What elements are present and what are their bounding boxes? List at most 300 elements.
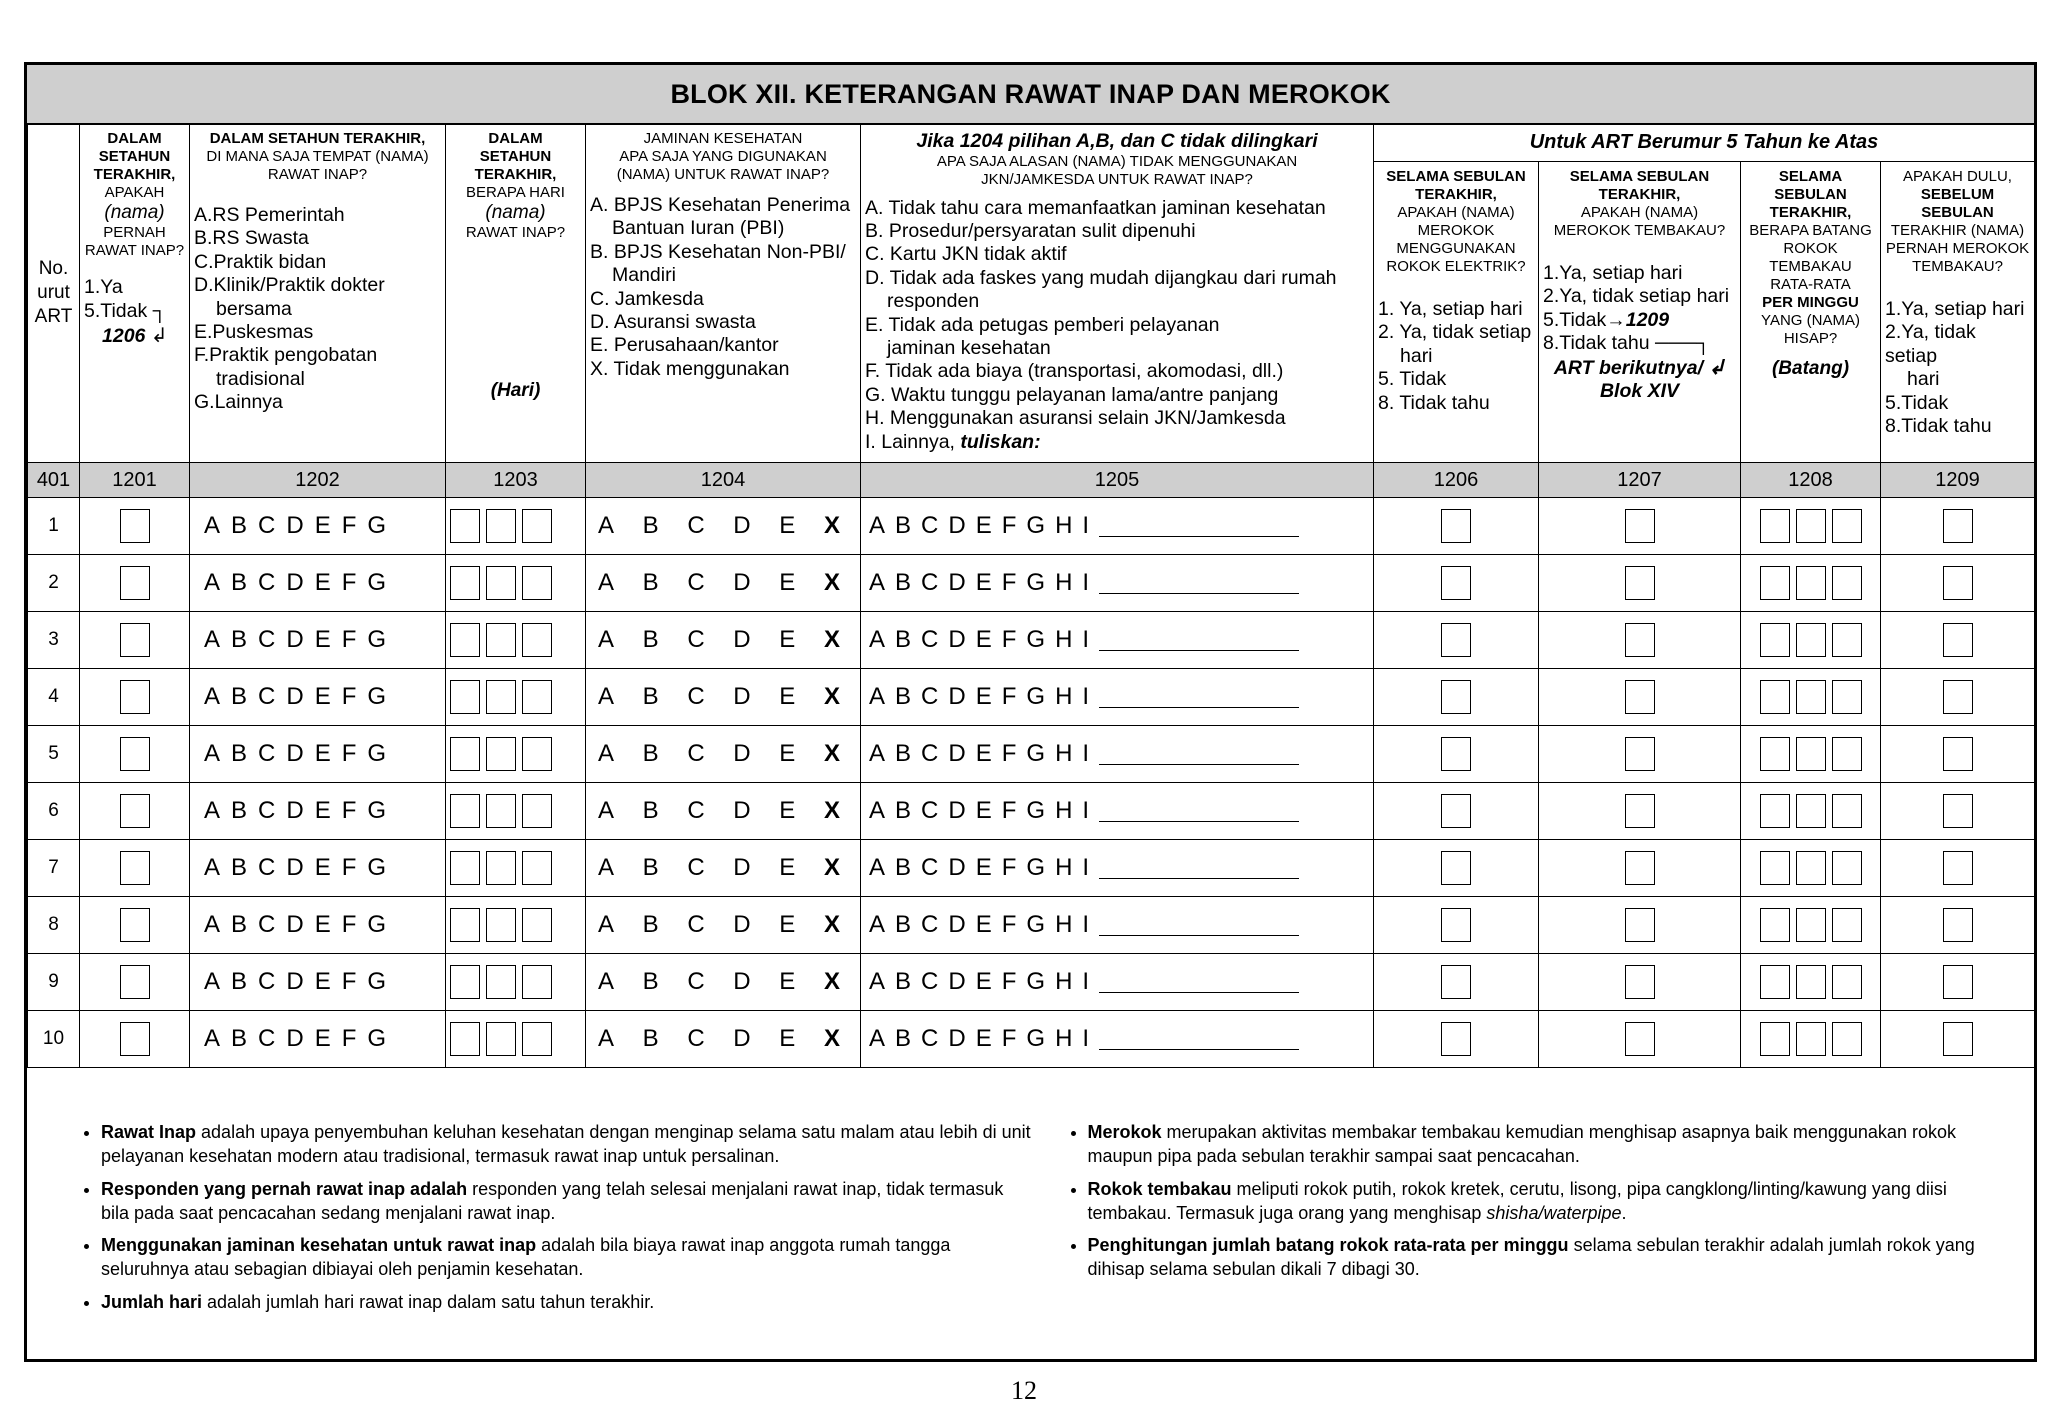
answer-box-1206[interactable] <box>1441 623 1471 657</box>
option-code-1204[interactable]: B <box>642 968 659 995</box>
answer-box-1207[interactable] <box>1625 794 1655 828</box>
answer-box-1208[interactable] <box>1760 680 1790 714</box>
option-code-1202[interactable]: C <box>258 797 276 824</box>
answer-box-1201[interactable] <box>120 965 150 999</box>
option-code-1205[interactable]: H <box>1055 854 1073 881</box>
answer-box-1208[interactable] <box>1796 509 1826 543</box>
answer-box-1203[interactable] <box>450 908 480 942</box>
option-code-1202[interactable]: G <box>367 512 387 539</box>
option-code-1204[interactable]: E <box>779 512 796 539</box>
option-code-1205[interactable]: A <box>869 683 886 710</box>
answer-box-1201[interactable] <box>120 1022 150 1056</box>
answer-box-1207[interactable] <box>1625 965 1655 999</box>
answer-box-1206[interactable] <box>1441 794 1471 828</box>
answer-box-1208[interactable] <box>1832 908 1862 942</box>
answer-box-1207[interactable] <box>1625 680 1655 714</box>
option-code-1202[interactable]: E <box>314 740 331 767</box>
answer-box-1208[interactable] <box>1760 965 1790 999</box>
option-code-1205[interactable]: G <box>1026 911 1046 938</box>
option-code-1202[interactable]: G <box>367 911 387 938</box>
answer-box-1208[interactable] <box>1796 965 1826 999</box>
option-code-1205[interactable]: I <box>1082 911 1090 938</box>
option-code-1204[interactable]: D <box>733 569 751 596</box>
answer-box-1203[interactable] <box>450 623 480 657</box>
option-code-1205[interactable]: B <box>895 569 912 596</box>
option-code-1202[interactable]: D <box>286 512 304 539</box>
option-code-1204[interactable]: E <box>779 740 796 767</box>
answer-box-1208[interactable] <box>1796 566 1826 600</box>
option-code-1204[interactable]: E <box>779 968 796 995</box>
answer-box-1208[interactable] <box>1832 737 1862 771</box>
option-code-1205[interactable]: D <box>948 797 966 824</box>
answer-box-1206[interactable] <box>1441 737 1471 771</box>
answer-box-1203[interactable] <box>522 965 552 999</box>
answer-box-1208[interactable] <box>1760 623 1790 657</box>
answer-box-1203[interactable] <box>522 851 552 885</box>
write-in-line[interactable] <box>1099 744 1299 765</box>
option-code-1202[interactable]: A <box>204 797 221 824</box>
option-code-1205[interactable]: C <box>921 626 939 653</box>
option-code-1205[interactable]: F <box>1001 569 1017 596</box>
option-code-1205[interactable]: F <box>1001 911 1017 938</box>
option-code-1205[interactable]: B <box>895 512 912 539</box>
option-code-1204[interactable]: C <box>687 854 705 881</box>
answer-box-1203[interactable] <box>486 566 516 600</box>
option-code-1205[interactable]: A <box>869 1025 886 1052</box>
option-code-1205[interactable]: F <box>1001 512 1017 539</box>
option-code-1205[interactable]: F <box>1001 854 1017 881</box>
option-code-1202[interactable]: F <box>341 569 357 596</box>
answer-box-1207[interactable] <box>1625 737 1655 771</box>
option-code-1202[interactable]: D <box>286 797 304 824</box>
answer-box-1207[interactable] <box>1625 623 1655 657</box>
option-code-1204[interactable]: D <box>733 1025 751 1052</box>
option-code-1202[interactable]: E <box>314 683 331 710</box>
option-code-1205[interactable]: D <box>948 683 966 710</box>
option-code-1202[interactable]: F <box>341 911 357 938</box>
option-code-1204[interactable]: A <box>598 626 615 653</box>
option-code-1205[interactable]: G <box>1026 1025 1046 1052</box>
write-in-line[interactable] <box>1099 573 1299 594</box>
option-code-1205[interactable]: B <box>895 797 912 824</box>
option-code-1204[interactable]: A <box>598 911 615 938</box>
option-code-1202[interactable]: E <box>314 626 331 653</box>
option-code-1205[interactable]: F <box>1001 797 1017 824</box>
option-code-1205[interactable]: F <box>1001 626 1017 653</box>
option-code-1202[interactable]: D <box>286 968 304 995</box>
option-code-1205[interactable]: I <box>1082 626 1090 653</box>
option-code-1204[interactable]: D <box>733 911 751 938</box>
option-code-1204[interactable]: D <box>733 854 751 881</box>
option-code-1204[interactable]: C <box>687 911 705 938</box>
answer-box-1206[interactable] <box>1441 908 1471 942</box>
option-code-1205[interactable]: I <box>1082 569 1090 596</box>
option-code-1205[interactable]: G <box>1026 797 1046 824</box>
option-code-1205[interactable]: C <box>921 512 939 539</box>
option-code-1204[interactable]: B <box>642 797 659 824</box>
option-code-1205[interactable]: C <box>921 683 939 710</box>
option-code-1205[interactable]: H <box>1055 740 1073 767</box>
option-code-1205[interactable]: D <box>948 512 966 539</box>
option-code-1202[interactable]: C <box>258 626 276 653</box>
option-code-1204[interactable]: E <box>779 569 796 596</box>
option-code-1205[interactable]: H <box>1055 968 1073 995</box>
option-code-1202[interactable]: D <box>286 854 304 881</box>
answer-box-1208[interactable] <box>1796 737 1826 771</box>
answer-box-1201[interactable] <box>120 908 150 942</box>
option-code-1204[interactable]: C <box>687 968 705 995</box>
answer-box-1208[interactable] <box>1832 566 1862 600</box>
option-code-1205[interactable]: I <box>1082 512 1090 539</box>
option-code-1205[interactable]: D <box>948 968 966 995</box>
answer-box-1208[interactable] <box>1796 680 1826 714</box>
answer-box-1203[interactable] <box>450 1022 480 1056</box>
option-code-1202[interactable]: G <box>367 797 387 824</box>
option-code-1204[interactable]: A <box>598 569 615 596</box>
option-code-1204[interactable]: D <box>733 968 751 995</box>
write-in-line[interactable] <box>1099 858 1299 879</box>
answer-box-1209[interactable] <box>1943 680 1973 714</box>
option-code-1205[interactable]: B <box>895 740 912 767</box>
option-code-1202[interactable]: F <box>341 512 357 539</box>
option-code-1204[interactable]: C <box>687 683 705 710</box>
answer-box-1209[interactable] <box>1943 965 1973 999</box>
option-code-1202[interactable]: F <box>341 968 357 995</box>
option-code-1204[interactable]: C <box>687 1025 705 1052</box>
option-code-1205[interactable]: G <box>1026 626 1046 653</box>
option-code-1202[interactable]: B <box>231 683 248 710</box>
option-code-1205[interactable]: E <box>975 797 992 824</box>
answer-box-1203[interactable] <box>522 566 552 600</box>
option-code-1202[interactable]: G <box>367 740 387 767</box>
option-code-1204[interactable]: X <box>823 512 840 539</box>
answer-box-1206[interactable] <box>1441 509 1471 543</box>
option-code-1204[interactable]: D <box>733 797 751 824</box>
option-code-1205[interactable]: B <box>895 626 912 653</box>
option-code-1204[interactable]: X <box>823 569 840 596</box>
write-in-line[interactable] <box>1099 915 1299 936</box>
option-code-1202[interactable]: A <box>204 854 221 881</box>
answer-box-1203[interactable] <box>522 908 552 942</box>
option-code-1205[interactable]: D <box>948 626 966 653</box>
option-code-1204[interactable]: B <box>642 683 659 710</box>
option-code-1204[interactable]: E <box>779 626 796 653</box>
answer-box-1203[interactable] <box>450 566 480 600</box>
option-code-1202[interactable]: A <box>204 911 221 938</box>
write-in-line[interactable] <box>1099 972 1299 993</box>
option-code-1204[interactable]: B <box>642 512 659 539</box>
option-code-1204[interactable]: E <box>779 854 796 881</box>
answer-box-1208[interactable] <box>1832 794 1862 828</box>
option-code-1202[interactable]: B <box>231 1025 248 1052</box>
option-code-1202[interactable]: E <box>314 797 331 824</box>
answer-box-1206[interactable] <box>1441 680 1471 714</box>
option-code-1202[interactable]: D <box>286 740 304 767</box>
option-code-1202[interactable]: F <box>341 797 357 824</box>
answer-box-1203[interactable] <box>486 1022 516 1056</box>
answer-box-1203[interactable] <box>486 794 516 828</box>
option-code-1202[interactable]: B <box>231 626 248 653</box>
answer-box-1209[interactable] <box>1943 1022 1973 1056</box>
option-code-1204[interactable]: D <box>733 512 751 539</box>
option-code-1202[interactable]: G <box>367 683 387 710</box>
answer-box-1203[interactable] <box>522 794 552 828</box>
answer-box-1203[interactable] <box>486 851 516 885</box>
answer-box-1203[interactable] <box>486 965 516 999</box>
answer-box-1206[interactable] <box>1441 1022 1471 1056</box>
option-code-1204[interactable]: X <box>823 683 840 710</box>
answer-box-1208[interactable] <box>1832 509 1862 543</box>
answer-box-1201[interactable] <box>120 623 150 657</box>
option-code-1204[interactable]: A <box>598 740 615 767</box>
option-code-1205[interactable]: C <box>921 797 939 824</box>
option-code-1204[interactable]: E <box>779 911 796 938</box>
answer-box-1203[interactable] <box>450 794 480 828</box>
option-code-1205[interactable]: H <box>1055 683 1073 710</box>
option-code-1202[interactable]: G <box>367 1025 387 1052</box>
answer-box-1208[interactable] <box>1760 851 1790 885</box>
option-code-1202[interactable]: G <box>367 569 387 596</box>
option-code-1202[interactable]: D <box>286 626 304 653</box>
option-code-1202[interactable]: C <box>258 968 276 995</box>
answer-box-1201[interactable] <box>120 794 150 828</box>
answer-box-1201[interactable] <box>120 680 150 714</box>
answer-box-1203[interactable] <box>486 737 516 771</box>
option-code-1205[interactable]: E <box>975 569 992 596</box>
answer-box-1208[interactable] <box>1832 851 1862 885</box>
answer-box-1208[interactable] <box>1796 623 1826 657</box>
option-code-1204[interactable]: A <box>598 968 615 995</box>
answer-box-1206[interactable] <box>1441 965 1471 999</box>
answer-box-1208[interactable] <box>1832 680 1862 714</box>
answer-box-1209[interactable] <box>1943 566 1973 600</box>
answer-box-1209[interactable] <box>1943 908 1973 942</box>
option-code-1204[interactable]: B <box>642 1025 659 1052</box>
option-code-1202[interactable]: E <box>314 512 331 539</box>
option-code-1205[interactable]: G <box>1026 854 1046 881</box>
option-code-1202[interactable]: A <box>204 683 221 710</box>
answer-box-1208[interactable] <box>1760 1022 1790 1056</box>
option-code-1202[interactable]: C <box>258 854 276 881</box>
option-code-1205[interactable]: G <box>1026 740 1046 767</box>
option-code-1205[interactable]: H <box>1055 626 1073 653</box>
option-code-1202[interactable]: D <box>286 569 304 596</box>
option-code-1204[interactable]: C <box>687 569 705 596</box>
answer-box-1206[interactable] <box>1441 851 1471 885</box>
option-code-1205[interactable]: C <box>921 1025 939 1052</box>
write-in-line[interactable] <box>1099 801 1299 822</box>
answer-box-1208[interactable] <box>1796 794 1826 828</box>
answer-box-1209[interactable] <box>1943 623 1973 657</box>
answer-box-1203[interactable] <box>486 623 516 657</box>
option-code-1205[interactable]: E <box>975 512 992 539</box>
answer-box-1209[interactable] <box>1943 737 1973 771</box>
option-code-1205[interactable]: G <box>1026 683 1046 710</box>
option-code-1202[interactable]: D <box>286 683 304 710</box>
option-code-1204[interactable]: C <box>687 512 705 539</box>
option-code-1205[interactable]: G <box>1026 512 1046 539</box>
option-code-1202[interactable]: E <box>314 911 331 938</box>
option-code-1204[interactable]: X <box>823 740 840 767</box>
option-code-1202[interactable]: F <box>341 854 357 881</box>
option-code-1204[interactable]: X <box>823 968 840 995</box>
answer-box-1209[interactable] <box>1943 794 1973 828</box>
option-code-1204[interactable]: E <box>779 1025 796 1052</box>
option-code-1202[interactable]: C <box>258 569 276 596</box>
option-code-1204[interactable]: E <box>779 797 796 824</box>
option-code-1202[interactable]: A <box>204 569 221 596</box>
write-in-line[interactable] <box>1099 1029 1299 1050</box>
option-code-1205[interactable]: E <box>975 740 992 767</box>
option-code-1204[interactable]: X <box>823 1025 840 1052</box>
option-code-1202[interactable]: G <box>367 854 387 881</box>
option-code-1205[interactable]: F <box>1001 968 1017 995</box>
answer-box-1208[interactable] <box>1760 794 1790 828</box>
answer-box-1209[interactable] <box>1943 851 1973 885</box>
option-code-1205[interactable]: G <box>1026 569 1046 596</box>
option-code-1204[interactable]: X <box>823 797 840 824</box>
option-code-1202[interactable]: E <box>314 968 331 995</box>
option-code-1202[interactable]: F <box>341 626 357 653</box>
option-code-1205[interactable]: B <box>895 854 912 881</box>
option-code-1202[interactable]: A <box>204 1025 221 1052</box>
answer-box-1203[interactable] <box>522 509 552 543</box>
answer-box-1208[interactable] <box>1796 851 1826 885</box>
option-code-1202[interactable]: D <box>286 911 304 938</box>
option-code-1204[interactable]: X <box>823 911 840 938</box>
write-in-line[interactable] <box>1099 630 1299 651</box>
option-code-1205[interactable]: I <box>1082 797 1090 824</box>
option-code-1205[interactable]: I <box>1082 854 1090 881</box>
answer-box-1203[interactable] <box>522 623 552 657</box>
option-code-1202[interactable]: E <box>314 569 331 596</box>
answer-box-1207[interactable] <box>1625 1022 1655 1056</box>
option-code-1202[interactable]: C <box>258 1025 276 1052</box>
option-code-1205[interactable]: H <box>1055 512 1073 539</box>
option-code-1205[interactable]: E <box>975 626 992 653</box>
option-code-1202[interactable]: C <box>258 683 276 710</box>
option-code-1202[interactable]: E <box>314 1025 331 1052</box>
option-code-1204[interactable]: X <box>823 626 840 653</box>
option-code-1202[interactable]: B <box>231 854 248 881</box>
option-code-1204[interactable]: D <box>733 740 751 767</box>
option-code-1205[interactable]: I <box>1082 683 1090 710</box>
option-code-1204[interactable]: B <box>642 569 659 596</box>
answer-box-1203[interactable] <box>522 737 552 771</box>
option-code-1205[interactable]: B <box>895 683 912 710</box>
option-code-1204[interactable]: A <box>598 512 615 539</box>
option-code-1205[interactable]: A <box>869 626 886 653</box>
answer-box-1208[interactable] <box>1796 1022 1826 1056</box>
option-code-1205[interactable]: B <box>895 968 912 995</box>
answer-box-1203[interactable] <box>450 737 480 771</box>
option-code-1202[interactable]: C <box>258 911 276 938</box>
option-code-1205[interactable]: F <box>1001 683 1017 710</box>
answer-box-1203[interactable] <box>450 851 480 885</box>
answer-box-1201[interactable] <box>120 566 150 600</box>
option-code-1205[interactable]: D <box>948 854 966 881</box>
answer-box-1208[interactable] <box>1796 908 1826 942</box>
option-code-1205[interactable]: G <box>1026 968 1046 995</box>
answer-box-1203[interactable] <box>450 509 480 543</box>
option-code-1202[interactable]: A <box>204 968 221 995</box>
option-code-1205[interactable]: F <box>1001 740 1017 767</box>
option-code-1204[interactable]: C <box>687 626 705 653</box>
option-code-1205[interactable]: A <box>869 512 886 539</box>
option-code-1205[interactable]: A <box>869 569 886 596</box>
option-code-1204[interactable]: B <box>642 911 659 938</box>
option-code-1205[interactable]: F <box>1001 1025 1017 1052</box>
answer-box-1209[interactable] <box>1943 509 1973 543</box>
option-code-1205[interactable]: H <box>1055 569 1073 596</box>
option-code-1202[interactable]: B <box>231 512 248 539</box>
option-code-1204[interactable]: X <box>823 854 840 881</box>
answer-box-1203[interactable] <box>450 680 480 714</box>
option-code-1202[interactable]: F <box>341 683 357 710</box>
option-code-1202[interactable]: B <box>231 968 248 995</box>
answer-box-1208[interactable] <box>1832 623 1862 657</box>
option-code-1204[interactable]: E <box>779 683 796 710</box>
option-code-1204[interactable]: B <box>642 626 659 653</box>
option-code-1205[interactable]: H <box>1055 797 1073 824</box>
option-code-1204[interactable]: D <box>733 683 751 710</box>
answer-box-1208[interactable] <box>1832 965 1862 999</box>
answer-box-1207[interactable] <box>1625 509 1655 543</box>
option-code-1202[interactable]: A <box>204 626 221 653</box>
option-code-1202[interactable]: C <box>258 740 276 767</box>
option-code-1205[interactable]: E <box>975 911 992 938</box>
option-code-1205[interactable]: D <box>948 569 966 596</box>
option-code-1204[interactable]: A <box>598 854 615 881</box>
option-code-1205[interactable]: C <box>921 854 939 881</box>
option-code-1202[interactable]: D <box>286 1025 304 1052</box>
answer-box-1201[interactable] <box>120 851 150 885</box>
option-code-1202[interactable]: G <box>367 626 387 653</box>
option-code-1205[interactable]: C <box>921 968 939 995</box>
option-code-1205[interactable]: E <box>975 854 992 881</box>
option-code-1204[interactable]: C <box>687 797 705 824</box>
answer-box-1208[interactable] <box>1832 1022 1862 1056</box>
option-code-1204[interactable]: A <box>598 683 615 710</box>
answer-box-1201[interactable] <box>120 737 150 771</box>
option-code-1202[interactable]: F <box>341 740 357 767</box>
option-code-1202[interactable]: E <box>314 854 331 881</box>
answer-box-1207[interactable] <box>1625 908 1655 942</box>
answer-box-1203[interactable] <box>486 908 516 942</box>
option-code-1205[interactable]: H <box>1055 1025 1073 1052</box>
option-code-1202[interactable]: B <box>231 569 248 596</box>
option-code-1205[interactable]: B <box>895 911 912 938</box>
option-code-1204[interactable]: A <box>598 1025 615 1052</box>
answer-box-1208[interactable] <box>1760 509 1790 543</box>
option-code-1205[interactable]: E <box>975 1025 992 1052</box>
option-code-1204[interactable]: A <box>598 797 615 824</box>
option-code-1205[interactable]: A <box>869 797 886 824</box>
answer-box-1208[interactable] <box>1760 566 1790 600</box>
option-code-1204[interactable]: C <box>687 740 705 767</box>
answer-box-1203[interactable] <box>522 1022 552 1056</box>
option-code-1205[interactable]: B <box>895 1025 912 1052</box>
option-code-1205[interactable]: I <box>1082 968 1090 995</box>
option-code-1202[interactable]: B <box>231 911 248 938</box>
write-in-line[interactable] <box>1099 687 1299 708</box>
answer-box-1201[interactable] <box>120 509 150 543</box>
answer-box-1207[interactable] <box>1625 566 1655 600</box>
option-code-1202[interactable]: A <box>204 512 221 539</box>
option-code-1205[interactable]: A <box>869 740 886 767</box>
option-code-1204[interactable]: B <box>642 740 659 767</box>
option-code-1202[interactable]: F <box>341 1025 357 1052</box>
